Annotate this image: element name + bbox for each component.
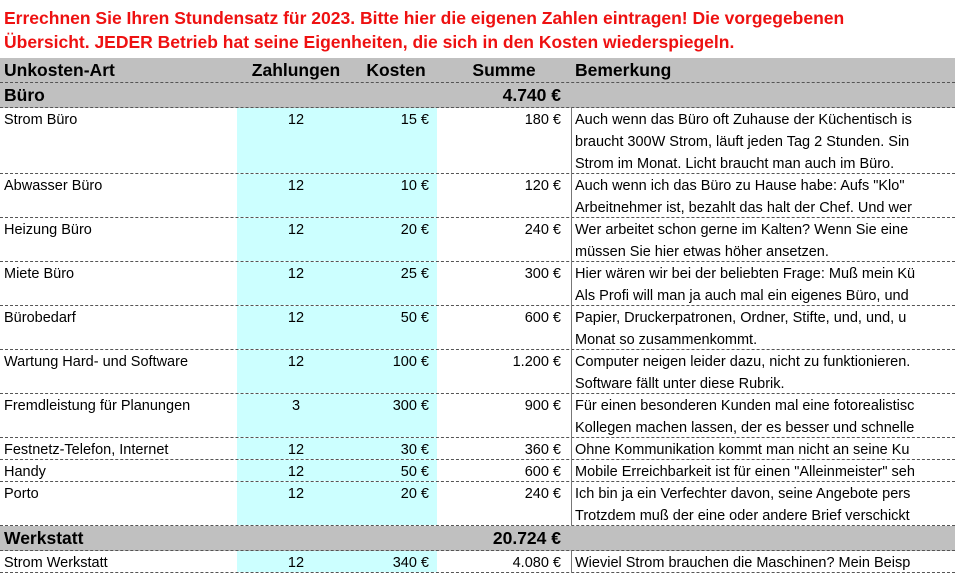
table-row: [0, 551, 955, 573]
payments-cell[interactable]: 12: [287, 555, 305, 571]
sum-cell: 4.080 €: [512, 555, 561, 571]
cost-type-cell: Strom Büro: [4, 112, 78, 128]
section-sum: 4.740 €: [502, 85, 561, 105]
table-row: [0, 460, 955, 482]
remark-cell: [575, 438, 955, 461]
remark-cell: [575, 262, 955, 307]
section-name: Büro: [4, 85, 45, 105]
remark-cell: [575, 174, 955, 219]
sum-cell: 360 €: [524, 442, 561, 458]
remark-line: Ohne Kommunikation kommt man nicht an seine Ku: [575, 442, 910, 458]
table-row: [0, 218, 955, 262]
remark-line: Auch wenn das Büro oft Zuhause der Küchentisch is: [575, 112, 912, 128]
column-divider: [571, 438, 572, 459]
cost-type-cell: Porto: [4, 486, 39, 502]
intro-line-1: Errechnen Sie Ihren Stundensatz für 2023. Bitte hier die eigenen Zahlen eintragen! Die vorgegebenen: [4, 8, 845, 28]
sum-cell: 600 €: [524, 464, 561, 480]
intro-text: [4, 6, 955, 54]
payments-cell[interactable]: 12: [287, 310, 305, 326]
cost-cell[interactable]: 10 €: [400, 178, 429, 194]
sum-cell: 120 €: [524, 178, 561, 194]
column-divider: [571, 394, 572, 437]
cost-cell[interactable]: 300 €: [392, 398, 429, 414]
payments-cell[interactable]: 12: [287, 464, 305, 480]
remark-cell: [575, 350, 955, 395]
remark-line: Für einen besonderen Kunden mal eine fotorealistisc: [575, 398, 915, 414]
column-divider: [571, 306, 572, 349]
sum-cell: 900 €: [524, 398, 561, 414]
table-row: [0, 174, 955, 218]
remark-line: Computer neigen leider dazu, nicht zu funktionieren.: [575, 354, 911, 370]
cost-type-cell: Strom Werkstatt: [4, 555, 108, 571]
remark-line: Wieviel Strom brauchen die Maschinen? Mein Beisp: [575, 555, 911, 571]
cost-type-cell: Fremdleistung für Planungen: [4, 398, 191, 414]
remark-line: müssen Sie hier etwas höher ansetzen.: [575, 244, 829, 260]
cost-cell[interactable]: 30 €: [400, 442, 429, 458]
sum-cell: 180 €: [524, 112, 561, 128]
payments-cell[interactable]: 12: [287, 178, 305, 194]
column-divider: [571, 482, 572, 525]
header-summe: Summe: [472, 60, 536, 80]
remark-line: Wer arbeitet schon gerne im Kalten? Wenn Sie eine: [575, 222, 909, 238]
remark-line: Strom im Monat. Licht braucht man auch im Büro.: [575, 156, 895, 172]
table-row: [0, 306, 955, 350]
remark-line: Arbeitnehmer ist, bezahlt das halt der Chef. Und wer: [575, 200, 912, 216]
sum-cell: 600 €: [524, 310, 561, 326]
remark-cell: [575, 460, 955, 483]
remark-line: Trotzdem muß der eine oder andere Brief verschickt: [575, 508, 910, 524]
cost-type-cell: Bürobedarf: [4, 310, 76, 326]
cost-cell[interactable]: 50 €: [400, 464, 429, 480]
cost-cell[interactable]: 20 €: [400, 222, 429, 238]
cost-cell[interactable]: 100 €: [392, 354, 429, 370]
cost-cell[interactable]: 20 €: [400, 486, 429, 502]
remark-line: Monat so zusammenkommt.: [575, 332, 758, 348]
remark-cell: [575, 108, 955, 175]
cost-cell[interactable]: 25 €: [400, 266, 429, 282]
payments-cell[interactable]: 12: [287, 222, 305, 238]
cost-type-cell: Wartung Hard- und Software: [4, 354, 189, 370]
cost-table: [0, 58, 955, 573]
section-sum: 20.724 €: [492, 528, 561, 548]
payments-cell[interactable]: 12: [287, 442, 305, 458]
remark-line: Software fällt unter diese Rubrik.: [575, 376, 785, 392]
remark-line: Kollegen machen lassen, der es besser und schnelle: [575, 420, 915, 436]
sum-cell: 1.200 €: [512, 354, 561, 370]
remark-cell: [575, 482, 955, 527]
table-row: [0, 482, 955, 526]
section-name: Werkstatt: [4, 528, 84, 548]
remark-line: Als Profi will man ja auch mal ein eigenes Büro, und: [575, 288, 909, 304]
table-row: [0, 262, 955, 306]
sum-cell: 300 €: [524, 266, 561, 282]
column-divider: [571, 460, 572, 481]
section-row-buero: [0, 83, 955, 108]
header-zahlungen: Zahlungen: [251, 60, 341, 80]
remark-cell: [575, 394, 955, 439]
table-row: [0, 350, 955, 394]
table-row: [0, 394, 955, 438]
cost-type-cell: Heizung Büro: [4, 222, 92, 238]
remark-line: Auch wenn ich das Büro zu Hause habe: Aufs "Klo": [575, 178, 905, 194]
column-divider: [571, 551, 572, 572]
column-divider: [571, 108, 572, 173]
cost-cell[interactable]: 50 €: [400, 310, 429, 326]
cost-type-cell: Handy: [4, 464, 46, 480]
header-art: Unkosten-Art: [4, 60, 115, 80]
remark-line: Ich bin ja ein Verfechter davon, seine Angebote pers: [575, 486, 911, 502]
cost-type-cell: Festnetz-Telefon, Internet: [4, 442, 169, 458]
cost-type-cell: Miete Büro: [4, 266, 75, 282]
table-header: [0, 58, 955, 83]
table-row: [0, 108, 955, 174]
payments-cell[interactable]: 12: [287, 112, 305, 128]
remark-line: Mobile Erreichbarkeit ist für einen "Alleinmeister" seh: [575, 464, 915, 480]
table-row: [0, 438, 955, 460]
column-divider: [571, 262, 572, 305]
remark-line: Hier wären wir bei der beliebten Frage: Muß mein Kü: [575, 266, 916, 282]
payments-cell[interactable]: 12: [287, 266, 305, 282]
payments-cell[interactable]: 12: [287, 486, 305, 502]
remark-line: Papier, Druckerpatronen, Ordner, Stifte, und, und, u: [575, 310, 907, 326]
payments-cell[interactable]: 3: [291, 398, 301, 414]
remark-cell: [575, 218, 955, 263]
sum-cell: 240 €: [524, 222, 561, 238]
section-row-werkstatt: [0, 526, 955, 551]
cost-type-cell: Abwasser Büro: [4, 178, 103, 194]
remark-line: braucht 300W Strom, läuft jeden Tag 2 Stunden. Sin: [575, 134, 910, 150]
remark-cell: [575, 551, 955, 574]
sum-cell: 240 €: [524, 486, 561, 502]
header-kosten: Kosten: [366, 60, 426, 80]
payments-cell[interactable]: 12: [287, 354, 305, 370]
intro-line-2: Übersicht. JEDER Betrieb hat seine Eigenheiten, die sich in den Kosten wiederspiegeln.: [4, 32, 735, 52]
header-bemerkung: Bemerkung: [575, 60, 672, 80]
column-divider: [571, 174, 572, 217]
column-divider: [571, 350, 572, 393]
cost-cell[interactable]: 340 €: [392, 555, 429, 571]
remark-cell: [575, 306, 955, 351]
cost-cell[interactable]: 15 €: [400, 112, 429, 128]
column-divider: [571, 218, 572, 261]
